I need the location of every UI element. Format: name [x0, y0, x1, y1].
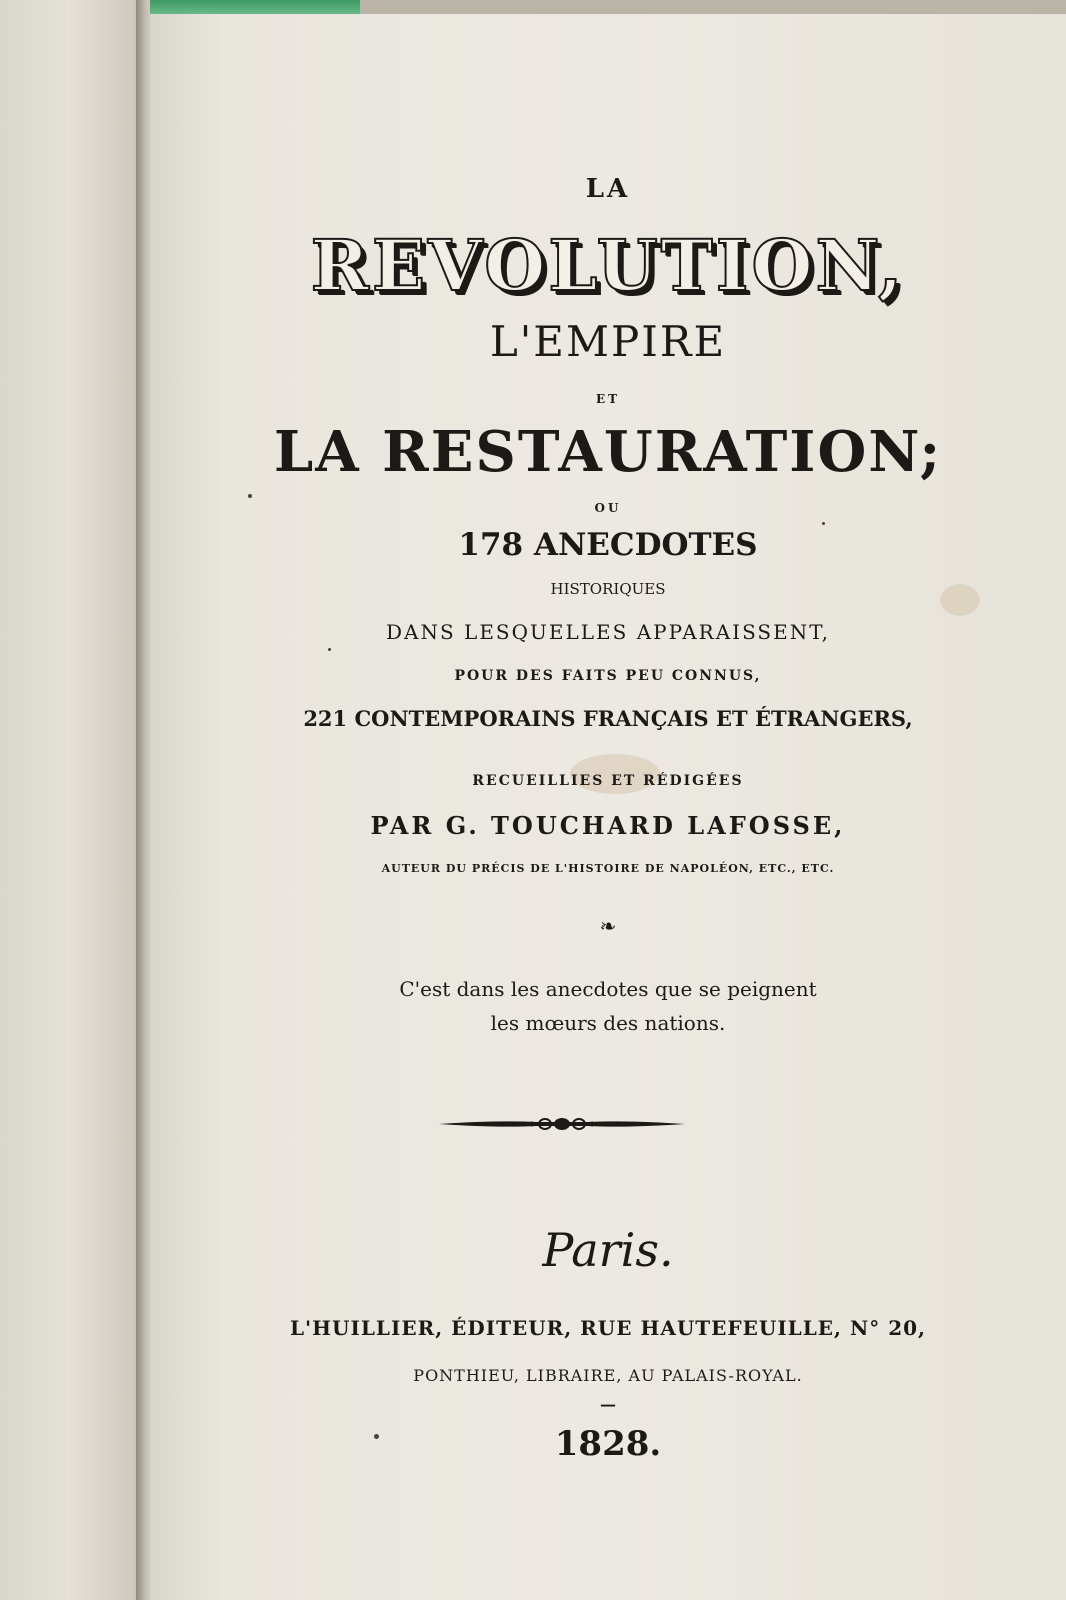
- subtitle-word: HISTORIQUES: [550, 580, 666, 598]
- paper-speck: [248, 494, 252, 498]
- paper-speck: [328, 648, 331, 651]
- fleuron-icon: ❧: [599, 914, 617, 938]
- subtitle-count: 178 ANECDOTES: [458, 527, 758, 563]
- description-line-1: DANS LESQUELLES APPARAISSENT,: [386, 620, 830, 644]
- paper-speck: [822, 522, 825, 525]
- epigraph-line-2: les mœurs des nations.: [490, 1011, 726, 1035]
- author-credit: AUTEUR DU PRÉCIS DE L'HISTOIRE DE NAPOLÉON, ETC., ETC.: [381, 862, 835, 875]
- description-line-2: POUR DES FAITS PEU CONNUS,: [454, 668, 762, 684]
- title-article: LA: [585, 174, 631, 204]
- epigraph-line-1: C'est dans les anecdotes que se peignent: [399, 977, 817, 1001]
- title-conjunction: ET: [595, 392, 621, 406]
- publisher-line-1: L'HUILLIER, ÉDITEUR, RUE HAUTEFEUILLE, N° 20,: [289, 1316, 927, 1340]
- ornamental-divider-icon: [437, 1111, 687, 1137]
- publisher-line-2: PONTHIEU, LIBRAIRE, AU PALAIS-ROYAL.: [413, 1366, 803, 1385]
- author-name: PAR G. TOUCHARD LAFOSSE,: [370, 811, 846, 840]
- imprint-city: Paris.: [542, 1223, 674, 1277]
- title-main: REVOLUTION,: [310, 224, 906, 307]
- facing-page: [0, 0, 150, 1600]
- short-rule: —: [600, 1395, 616, 1414]
- imprint-year: 1828.: [554, 1424, 662, 1464]
- title-line-restauration: LA RESTAURATION;: [273, 419, 943, 485]
- title-page: [150, 14, 1066, 1600]
- description-line-3: 221 CONTEMPORAINS FRANÇAIS ET ÉTRANGERS,: [303, 706, 913, 731]
- collected-by: RECUEILLIES ET RÉDIGÉES: [472, 773, 744, 789]
- title-or: OU: [594, 501, 622, 515]
- title-line-empire: L'EMPIRE: [489, 317, 727, 366]
